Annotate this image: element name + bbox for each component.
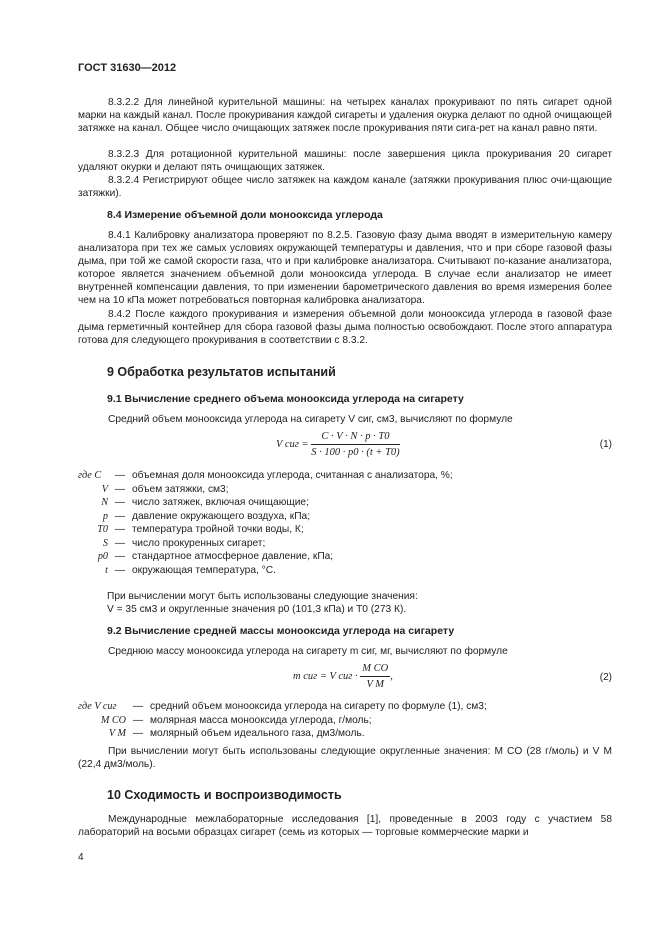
formula-2-number: (2) xyxy=(599,672,612,683)
paragraph-9-2-intro: Среднюю массу монооксида углерода на сигарету m сиг, мг, вычисляют по формуле xyxy=(108,646,508,657)
section-heading-10: 10 Сходимость и воспроизводимость xyxy=(107,788,342,802)
formula-2: m сиг = V сиг · $\frac{\text{M CO}}{\text{V M}}$ , xyxy=(293,663,393,690)
section-heading-8-4: 8.4 Измерение объемной доли монооксида углерода xyxy=(107,209,383,221)
paragraph-8-3-2-2: 8.3.2.2 Для линейной курительной машины: на четырех каналах прокуривают по пять сигарет одной марки на каждый канал. После прокуривания каждой сигареты и удаления окурка делают по одной очищающей затяжке на канал. Общее число очищающих затяжек после прокуривания пяти сига-рет на канал равно пяти. xyxy=(78,97,612,134)
where-row: V M — молярный объем идеального газа, дм3/моль. xyxy=(108,728,365,739)
formula-1-number: (1) xyxy=(599,439,612,450)
paragraph-8-3-2-3: 8.3.2.3 Для ротационной курительной машины: после завершения цикла прокуривания 20 сигарет удаляют окурки и делают пять очищающих затяжек. xyxy=(78,149,612,173)
page-number: 4 xyxy=(78,852,84,863)
paragraph-10: Международные межлабораторные исследования [1], проведенные в 2003 году с участием 58 лабораторий на восьми образцах сигарет (семь из которых — торговые коммерческие марки и xyxy=(78,814,612,838)
document-header: ГОСТ 31630—2012 xyxy=(78,62,177,74)
section-heading-9-1: 9.1 Вычисление среднего объема монооксида углерода на сигарету xyxy=(107,393,464,405)
where-row: N — число затяжек, включая очищающие; xyxy=(101,497,309,508)
where-row: M CO — молярная масса монооксида углерода, г/моль; xyxy=(100,714,372,726)
where-row: где V сиг — средний объем монооксида углерода на сигарету по формуле (1), см3; xyxy=(78,701,487,712)
paragraph-9-2-values: При вычислении могут быть использованы следующие округленные значения: M CO (28 г/моль) и V M (22,4 дм3/моль). xyxy=(78,746,612,770)
where-row: V — объем затяжки, см3; xyxy=(101,483,229,495)
formula-1: V сиг = $\frac{C \cdot V \cdot N \cdot p \cdot T0}{S \cdot 100 \cdot p0 \cdot (t + T0)}$ xyxy=(276,431,400,458)
where-row: S — число прокуренных сигарет; xyxy=(102,537,266,549)
paragraph-9-1-values: При вычислении могут быть использованы следующие значения: V = 35 см3 и округленные значения p0 (101,3 кПа) и T0 (273 К). xyxy=(107,591,418,615)
where-row: T0 — температура тройной точки воды, К; xyxy=(97,524,304,535)
paragraph-8-3-2-4: 8.3.2.4 Регистрируют общее число затяжек на каждом канале (затяжки прокуривания плюс очи-щающие затяжки). xyxy=(78,175,612,199)
paragraph-9-1-intro: Средний объем монооксида углерода на сигарету V сиг, см3, вычисляют по формуле xyxy=(108,414,513,425)
where-list-1 xyxy=(78,469,612,577)
where-row: t — окружающая температура, °С. xyxy=(105,564,276,576)
where-row: p — давление окружающего воздуха, кПа; xyxy=(102,510,311,522)
where-row: где C — объемная доля монооксида углерода, считанная с анализатора, %; xyxy=(78,470,453,481)
section-heading-9-2: 9.2 Вычисление средней массы монооксида углерода на сигарету xyxy=(107,625,455,637)
where-row: p0 — стандартное атмосферное давление, кПа; xyxy=(97,551,334,562)
paragraph-8-4-1: 8.4.1 Калибровку анализатора проверяют по 8.2.5. Газовую фазу дыма вводят в измерительную камеру анализатора при тех же самых условиях окружающей температуры и давления, что и при сборе газовой фазы дыма, при той же самой скорости газа, что и при калибровке анализатора. Считывают по-казание анализатора, которое является значением объемной доли монооксида углерода. В случае если анализатор не имеет внутренней компенсации давления, то при изменении барометрического давления во время измерения более чем на 10 кПа может потребоваться повторная калибровка анализатора. xyxy=(78,230,612,306)
formula-2-fraction: $\frac{\text{M CO}}{\text{V M}}$ xyxy=(362,663,389,690)
paragraph-8-4-2: 8.4.2 После каждого прокуривания и измерения объемной доли монооксида углерода в газовой фазе дыма герметичный контейнер для сбора газовой фазы дыма полностью освобождают. После этого аппаратура готова для следующего прокуривания в соответствии с 8.3.2. xyxy=(78,309,612,346)
section-heading-9: 9 Обработка результатов испытаний xyxy=(107,365,336,379)
formula-1-fraction: $\frac{C \cdot V \cdot N \cdot p \cdot T0}{S \cdot 100 \cdot p0 \cdot (t + T0)}$ xyxy=(311,431,400,458)
where-list-2 xyxy=(78,700,612,741)
